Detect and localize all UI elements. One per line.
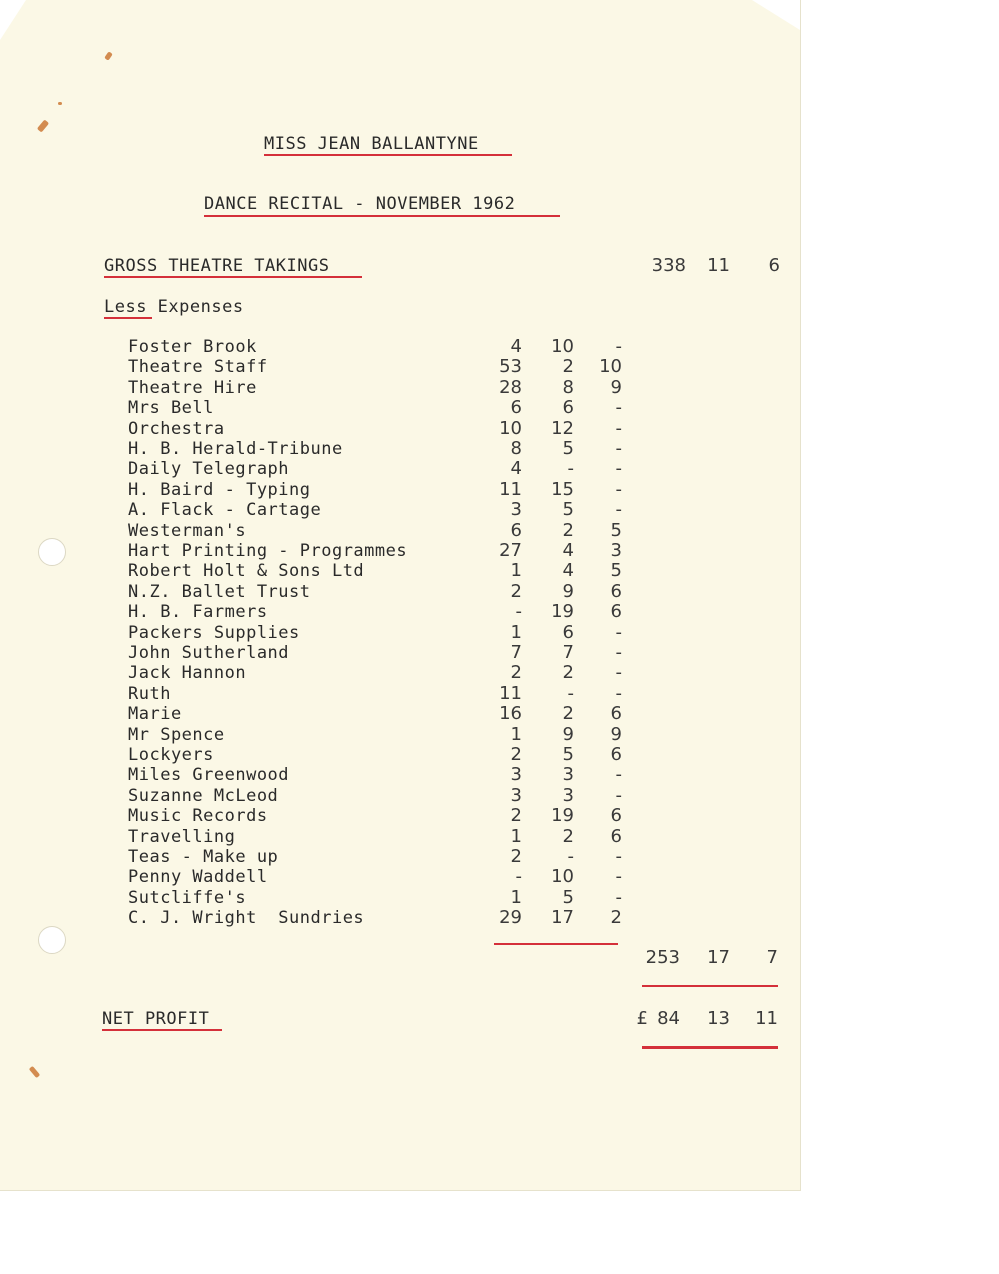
expense-shillings: 8 [562,377,574,398]
total-rule [642,985,778,987]
expense-pence: - [615,458,622,479]
expense-pence: - [615,662,622,683]
expense-pounds: 1 [510,622,522,643]
expense-pence: - [615,785,622,806]
expense-pence: - [615,683,622,704]
expense-shillings: 10 [551,866,574,887]
expense-pounds: 3 [510,499,522,520]
expense-shillings: - [567,846,574,867]
expense-pence: 6 [610,703,622,724]
expense-shillings: 5 [562,438,574,459]
stain [29,1066,41,1078]
expense-pence: - [615,418,622,439]
expense-pounds: 10 [499,418,522,439]
gross-shillings: 11 [707,255,730,276]
total-expenses-pence: 7 [766,947,778,968]
expense-name: Theatre Staff [128,357,268,377]
expense-pounds: 3 [510,764,522,785]
expense-name: Penny Waddell [128,867,268,887]
punch-hole [38,538,66,566]
expense-name: Sutcliffe's [128,888,247,908]
expense-shillings: 9 [562,724,574,745]
expense-name: Lockyers [128,745,214,765]
expense-shillings: 2 [562,356,574,377]
expense-pence: 6 [610,744,622,765]
expense-pounds: 28 [499,377,522,398]
expense-pounds: 1 [510,724,522,745]
total-expenses-shillings: 17 [707,947,730,968]
expense-name: Packers Supplies [128,623,300,643]
expense-name: Marie [128,704,182,724]
expense-name: Suzanne McLeod [128,786,279,806]
expense-pence: 6 [610,805,622,826]
expense-pounds: 29 [499,907,522,928]
expense-pounds: 11 [499,683,522,704]
expense-pounds: 6 [510,520,522,541]
expense-shillings: - [567,683,574,704]
stain [37,119,49,132]
net-shillings: 13 [707,1008,730,1029]
expense-shillings: 5 [562,744,574,765]
expense-pence: - [615,397,622,418]
expense-pence: - [615,846,622,867]
expense-pounds: 16 [499,703,522,724]
expense-name: Music Records [128,806,268,826]
gross-label: GROSS THEATRE TAKINGS [104,256,330,276]
expense-pence: - [615,887,622,908]
expense-name: Ruth [128,684,171,704]
expense-pounds: 27 [499,540,522,561]
expense-pence: - [615,764,622,785]
expense-pounds: 2 [510,581,522,602]
document-subtitle: DANCE RECITAL - NOVEMBER 1962 [204,194,516,214]
expense-shillings: 5 [562,887,574,908]
expense-pence: 9 [610,377,622,398]
expense-name: Foster Brook [128,337,257,357]
expense-shillings: 4 [562,540,574,561]
punch-hole [38,926,66,954]
expense-shillings: 12 [551,418,574,439]
title-underline [264,154,512,156]
expense-shillings: 10 [551,336,574,357]
expense-name: Robert Holt & Sons Ltd [128,561,365,581]
folded-corner [0,0,26,40]
expense-pounds: 1 [510,826,522,847]
expense-name: C. J. Wright Sundries [128,908,365,928]
expense-pounds: - [515,601,522,622]
expense-name: Teas - Make up [128,847,279,867]
expense-shillings: 3 [562,785,574,806]
net-pounds: 84 [657,1008,680,1029]
currency-symbol: £ [636,1008,648,1029]
expense-pounds: 2 [510,805,522,826]
expense-shillings: 19 [551,601,574,622]
expense-pounds: 4 [510,336,522,357]
expense-name: N.Z. Ballet Trust [128,582,311,602]
total-expenses-pounds: 253 [645,947,680,968]
expense-name: Jack Hannon [128,663,247,683]
expense-shillings: - [567,458,574,479]
less-expenses-label: Less Expenses [104,297,244,317]
expense-shillings: 7 [562,642,574,663]
gross-pounds: 338 [651,255,686,276]
expense-name: Orchestra [128,419,225,439]
expense-pounds: 2 [510,662,522,683]
expense-pence: 3 [610,540,622,561]
expense-pence: 2 [610,907,622,928]
expense-name: Theatre Hire [128,378,257,398]
expense-pounds: 2 [510,744,522,765]
expense-pounds: 3 [510,785,522,806]
expense-name: Hart Printing - Programmes [128,541,408,561]
document-title: MISS JEAN BALLANTYNE [264,134,479,154]
expense-shillings: 6 [562,622,574,643]
expense-shillings: 19 [551,805,574,826]
expense-pence: - [615,622,622,643]
expense-pence: - [615,336,622,357]
expense-shillings: 2 [562,826,574,847]
gross-underline [104,276,362,278]
expense-pence: 10 [599,356,622,377]
expense-pence: - [615,642,622,663]
expense-name: A. Flack - Cartage [128,500,322,520]
expense-pounds: 53 [499,356,522,377]
expense-shillings: 5 [562,499,574,520]
expense-pence: - [615,438,622,459]
expense-pounds: 8 [510,438,522,459]
expense-pounds: 1 [510,887,522,908]
net-profit-underline [102,1029,222,1031]
expense-name: Westerman's [128,521,247,541]
expense-name: Mrs Bell [128,398,214,418]
stain [104,51,113,60]
expense-name: H. B. Herald-Tribune [128,439,343,459]
expense-pence: - [615,866,622,887]
expense-shillings: 15 [551,479,574,500]
expense-name: H. B. Farmers [128,602,268,622]
expense-shillings: 17 [551,907,574,928]
expense-pounds: 11 [499,479,522,500]
subtitle-underline [204,215,560,217]
expense-name: H. Baird - Typing [128,480,311,500]
net-profit-label: NET PROFIT [102,1009,210,1029]
expense-pence: 5 [610,560,622,581]
expense-shillings: 4 [562,560,574,581]
expense-shillings: 2 [562,520,574,541]
expense-shillings: 2 [562,703,574,724]
expense-pounds: 2 [510,846,522,867]
expense-pence: 6 [610,601,622,622]
expense-pounds: 4 [510,458,522,479]
expense-name: John Sutherland [128,643,290,663]
expense-pence: 6 [610,581,622,602]
expense-name: Travelling [128,827,236,847]
expense-name: Daily Telegraph [128,459,290,479]
expense-pence: 5 [610,520,622,541]
expense-name: Miles Greenwood [128,765,290,785]
expense-pence: 9 [610,724,622,745]
expense-shillings: 9 [562,581,574,602]
expense-pounds: 6 [510,397,522,418]
net-double-rule [642,1046,778,1049]
expense-pence: 6 [610,826,622,847]
expense-shillings: 2 [562,662,574,683]
net-pence: 11 [755,1008,778,1029]
expense-shillings: 3 [562,764,574,785]
expense-pence: - [615,499,622,520]
expense-pence: - [615,479,622,500]
folded-corner [752,0,800,30]
expense-pounds: 1 [510,560,522,581]
expenses-subtotal-rule [494,943,618,945]
expense-pounds: 7 [510,642,522,663]
expense-shillings: 6 [562,397,574,418]
gross-pence: 6 [768,255,780,276]
stain [58,102,62,105]
expense-pounds: - [515,866,522,887]
less-underline [104,317,152,319]
expense-name: Mr Spence [128,725,225,745]
